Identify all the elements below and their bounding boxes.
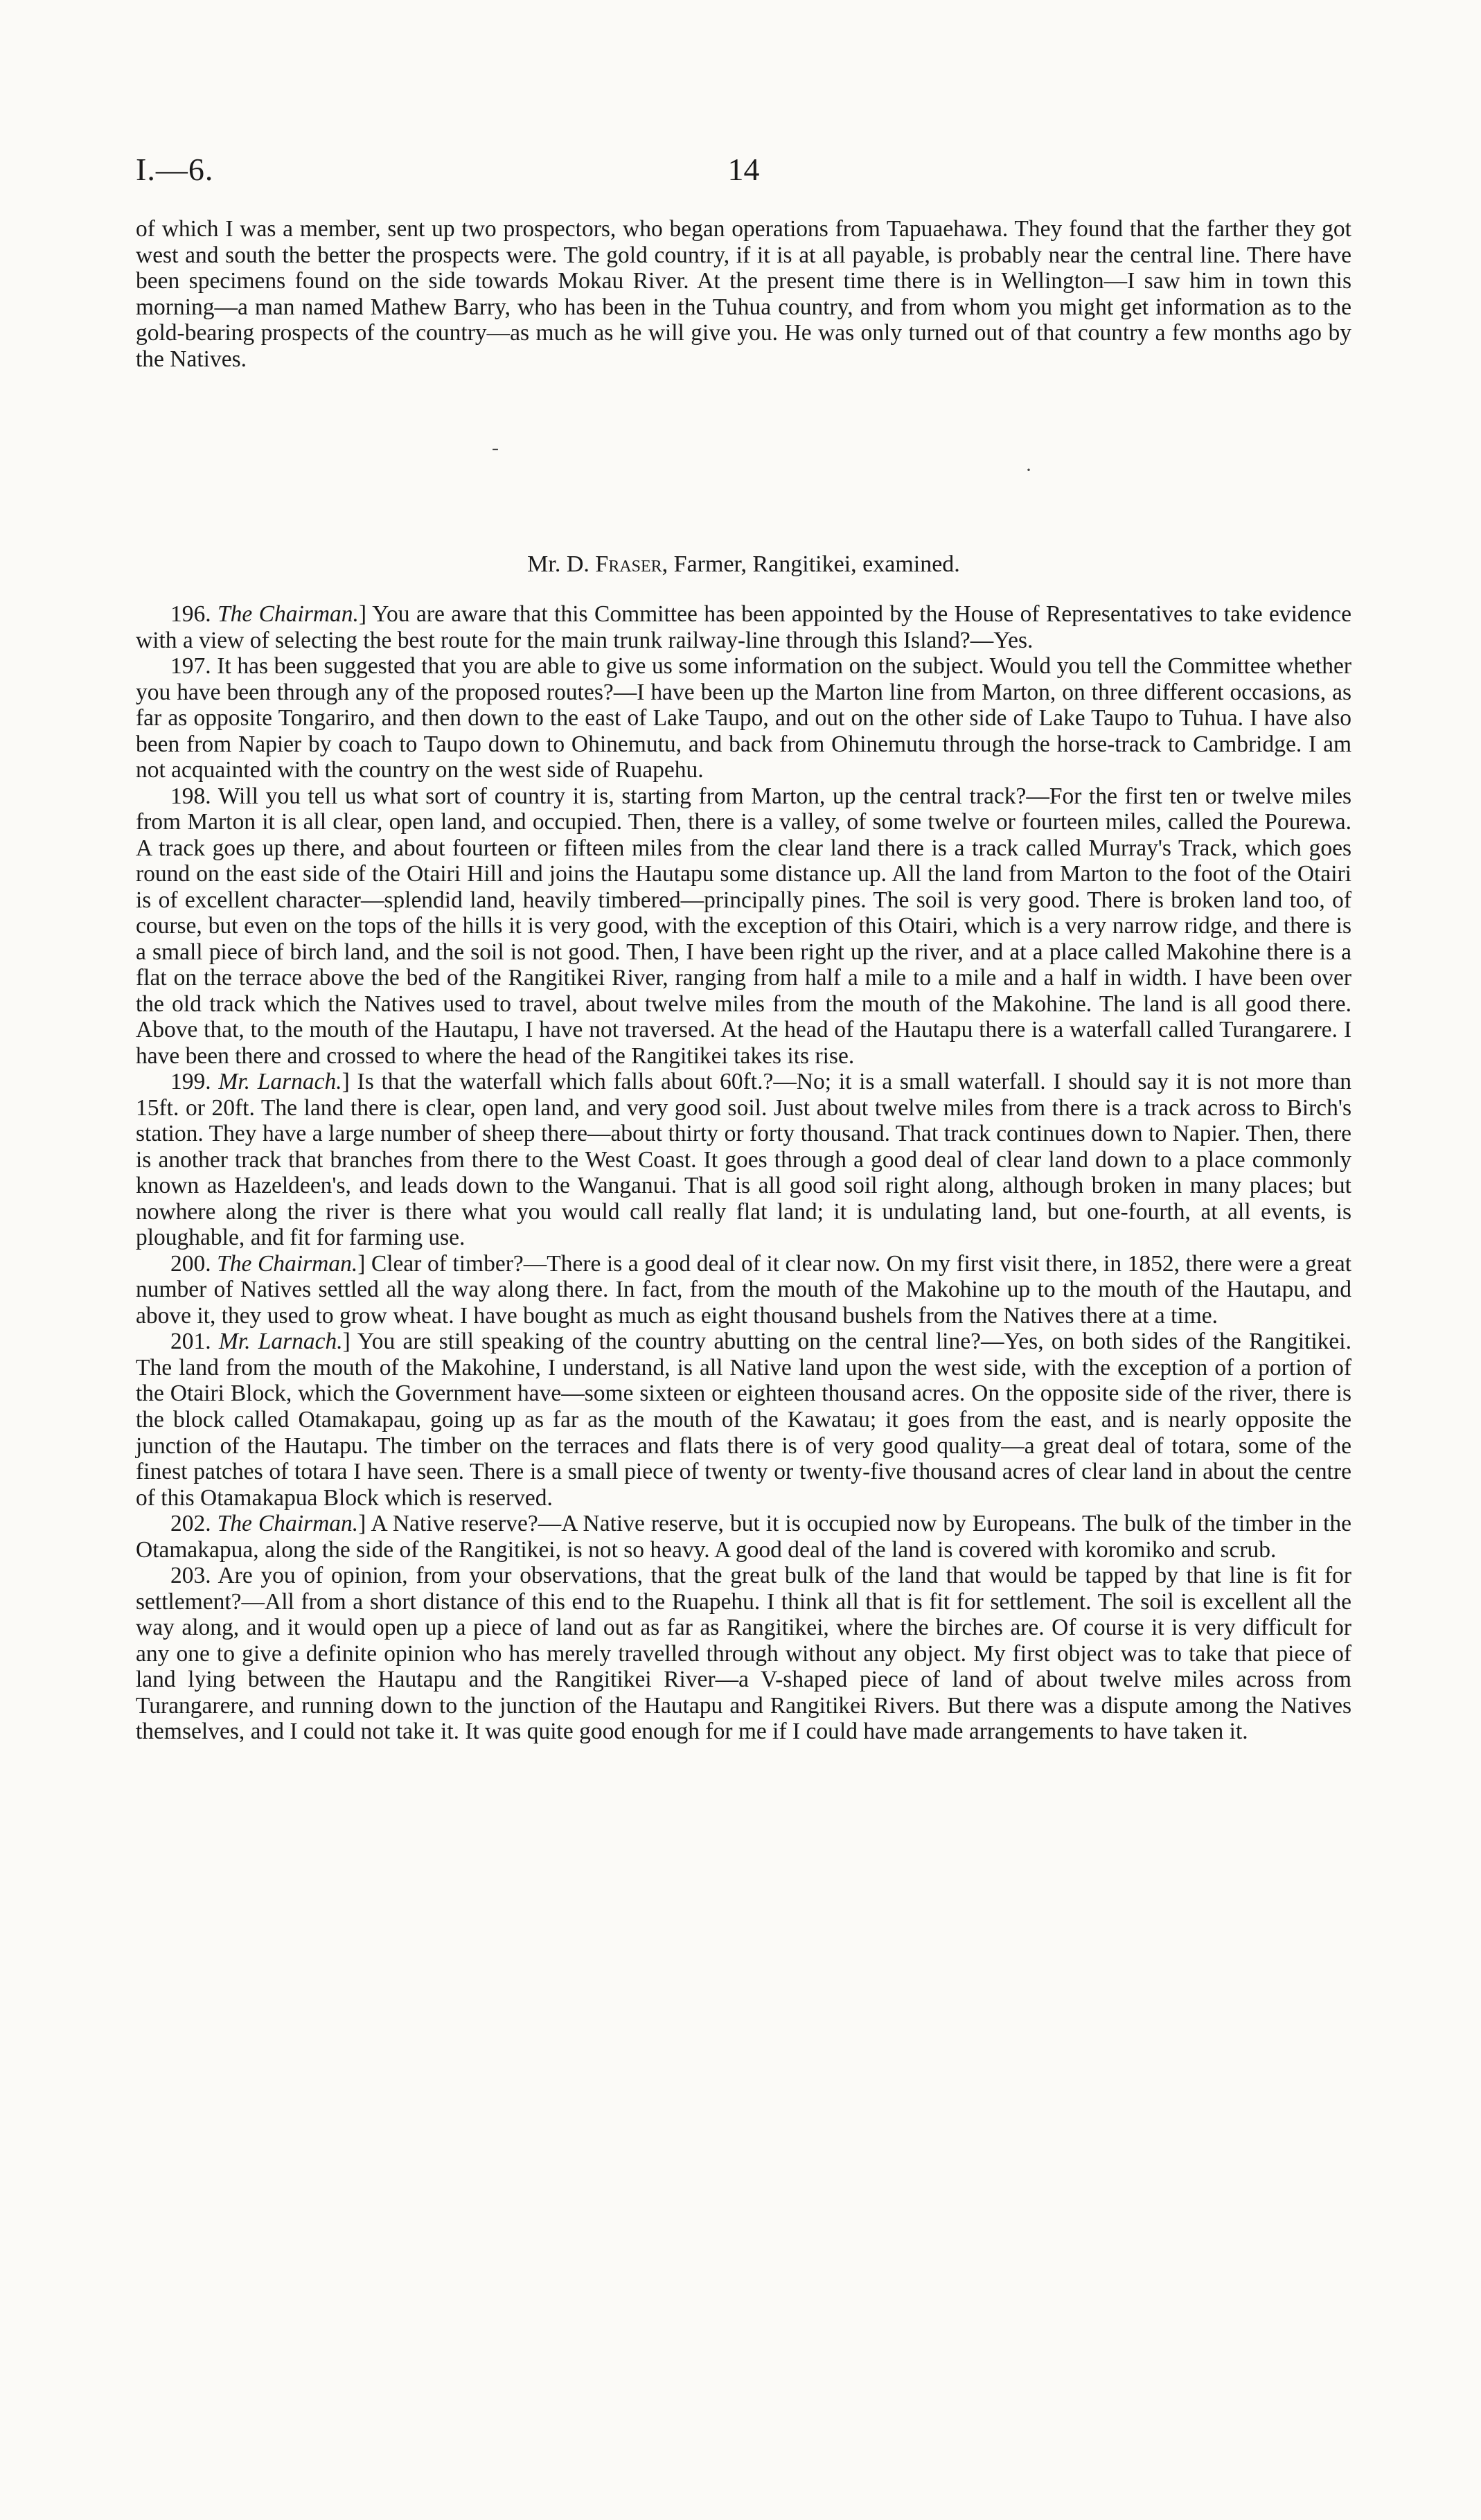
page-reference: I.—6. [136, 152, 214, 187]
question-number: 197. [170, 653, 211, 680]
witness-heading-suffix: , Farmer, Rangitikei, examined. [662, 551, 960, 577]
question-number: 199. [170, 1069, 211, 1095]
intro-text: of which I was a member, sent up two prospectors, who began operations from Tapuaehawa. They found that the farther they got west and south the better the prospects were. The gold country, if it is at all payable, is probably near the central line. There have been specimens found on the side towards Mokau River. At the present time there is in Wellington—I saw him in town this morning—a man named Mathew Barry, who has been in the Tuhua country, and from whom you might get information as to the gold-bearing prospects of the country—as much as he will give you. He was only turned out of that country a few months ago by the Natives. [136, 216, 1351, 372]
scan-mark: ‐ [492, 436, 499, 459]
speaker: The Chairman. [217, 1511, 359, 1537]
question-text: ] You are still speaking of the country abutting on the central line?—Yes, on both sides of the Rangitikei. The land from the mouth of the Makohine, I understand, is all Native land upon the west side, with the exception of a portion of the Otairi Block, which the Government have—some sixteen or eighteen thousand acres. On the opposite side of the river, there is the block called Otamakapau, going up as far as the mouth of the Kawatau; it goes from the east, and is nearly opposite the junction of the Hautapu. The timber on the terraces and flats there is of very good quality—a great deal of totara, some of the finest patches of totara I have seen. There is a small piece of twenty or twenty-five thousand acres of clear land in about the centre of this Otamakapua Block which is reserved. [136, 1329, 1351, 1511]
question-text: ] A Native reserve?—A Native reserve, but it is occupied now by Europeans. The bulk of the timber in the Otamakapua, along the side of the Rangitikei, is not so heavy. A good deal of the land is covered with koromiko and scrub. [136, 1511, 1351, 1563]
question-paragraph [136, 601, 1351, 653]
examination-body [136, 601, 1351, 1745]
question-paragraph [136, 1251, 1351, 1329]
question-paragraph [136, 1563, 1351, 1745]
question-paragraph [136, 653, 1351, 783]
intro-paragraph [136, 216, 1351, 372]
question-paragraph [136, 1511, 1351, 1563]
question-paragraph [136, 1329, 1351, 1511]
question-number: 203. [170, 1563, 211, 1589]
question-number: 202. [170, 1511, 211, 1537]
speaker: Mr. Larnach. [218, 1329, 343, 1355]
question-text: ] You are aware that this Committee has been appointed by the House of Representatives to take evidence with a view of selecting the best route for the main trunk railway-line through this Island?—Yes. [136, 601, 1351, 653]
witness-heading-prefix: Mr. D. [527, 551, 596, 577]
speaker: Mr. Larnach. [218, 1069, 342, 1095]
scan-mark: · [1025, 459, 1032, 481]
speaker: The Chairman. [218, 601, 359, 627]
page-number: 14 [727, 152, 760, 187]
question-number: 200. [170, 1250, 211, 1277]
question-text: ] Is that the waterfall which falls about 60ft.?—No; it is a small waterfall. I should say it is not more than 15ft. or 20ft. The land there is clear, open land, and very good soil. Just about twelve miles from there is a track across to Birch's station. They have a large number of sheep there—about thirty or forty thousand. That track continues down to Napier. Then, there is another track that branches from there to the West Coast. It goes through a good deal of clear land down to a place commonly known as Hazeldeen's, and leads down to the Wanganui. That is all good soil right along, although broken in many places; but nowhere along the river is there what you would call really flat land; it is undulating land, but one-fourth, at all events, is ploughable, and fit for farming use. [136, 1069, 1351, 1251]
question-paragraph [136, 1069, 1351, 1251]
question-number: 201. [170, 1329, 211, 1355]
question-text: Are you of opinion, from your observations, that the great bulk of the land that would be tapped by that line is fit for settlement?—All from a short distance of this end to the Ruapehu. I think all that is fit for settlement. The soil is excellent all the way along, and it would open up a piece of land out as far as Rangitikei, where the birches are. Of course it is very difficult for any one to give a definite opinion who has merely travelled through without any object. My first object was to take that piece of land lying between the Hautapu and the Rangitikei River—a V-shaped piece of land of about twelve miles across from Turangarere, and running down to the junction of the Hautapu and Rangitikei Rivers. But there was a dispute among the Natives themselves, and I could not take it. It was quite good enough for me if I could have made arrangements to have taken it. [136, 1563, 1352, 1745]
speaker: The Chairman. [217, 1250, 358, 1277]
question-number: 198. [170, 783, 211, 809]
question-text: Will you tell us what sort of country it is, starting from Marton, up the central track?—For the first ten or twelve miles from Marton it is all clear, open land, and occupied. Then, there is a valley, of some twelve or fourteen miles, called the Pourewa. A track goes up there, and about fourteen or fifteen miles from the clear land there is a track called Murray's Track, which goes round on the east side of the Otairi Hill and joins the Hautapu some distance up. All the land from Marton to the foot of the Otairi is of excellent character—splendid land, heavily timbered—principally pines. The soil is very good. There is broken land too, of course, but even on the tops of the hills it is very good, with the exception of this Otairi, which is a very narrow ridge, and there is a small piece of birch land, and the soil is not good. Then, I have been right up the river, and at a place called Makohine there is a flat on the terrace above the bed of the Rangitikei River, ranging from half a mile to a mile and a half in width. I have been over the old track which the Natives used to travel, about twelve miles from the mouth of the Makohine. The land is all good there. Above that, to the mouth of the Hautapu, I have not traversed. At the head of the Hautapu there is a waterfall called Turangarere. I have been there and crossed to where the head of the Rangitikei takes its rise. [136, 783, 1351, 1069]
witness-name: Fraser [595, 551, 662, 577]
page-header [136, 151, 1351, 193]
question-text: It has been suggested that you are able to give us some information on the subject. Would you tell the Committee whether you have been through any of the proposed routes?—I have been up the Marton line from Marton, on three different occasions, as far as opposite Tongariro, and then down to the east of Lake Taupo, and out on the other side of Lake Taupo to Tuhua. I have also been from Napier by coach to Taupo down to Ohinemutu, and back from Ohinemutu through the horse-track to Cambridge. I am not acquainted with the country on the west side of Ruapehu. [136, 653, 1351, 783]
witness-heading [136, 551, 1351, 578]
question-text: ] Clear of timber?—There is a good deal of it clear now. On my first visit there, in 1852, there were a great number of Natives settled all the way along there. In fact, from the mouth of the Makohine up to the mouth of the Hautapu, and above it, they used to grow wheat. I have bought as much as eight thousand bushels from the Natives there at a time. [136, 1250, 1352, 1329]
question-paragraph [136, 783, 1351, 1070]
question-number: 196. [170, 601, 211, 627]
